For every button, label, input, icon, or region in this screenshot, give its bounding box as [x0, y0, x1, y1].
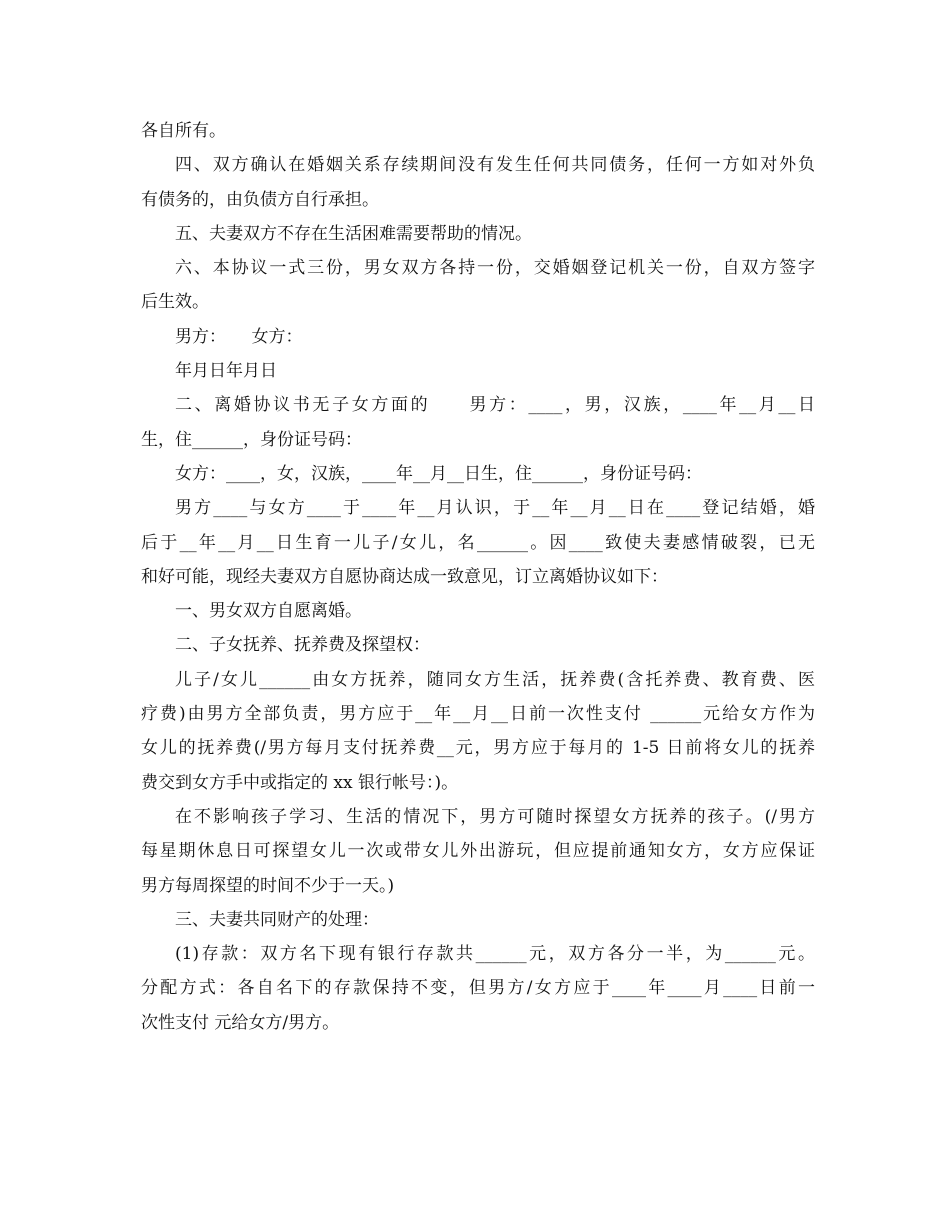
text-line: 有债务的，由负债方自行承担。	[141, 189, 379, 210]
text-line: 三、夫妻共同财产的处理：	[175, 909, 379, 930]
text-line: 五、夫妻双方不存在生活困难需要帮助的情况。	[175, 223, 532, 244]
text-line: 男方每周探望的时间不少于一天。)	[141, 875, 395, 896]
text-line: 疗费)由男方全部负责，男方应于__年__月__日前一次性支付 ______元给女方作为	[141, 704, 815, 725]
text-line: 年月日年月日	[175, 361, 277, 382]
text-line: 和好可能，现经夫妻双方自愿协商达成一致意见，订立离婚协议如下：	[141, 566, 668, 587]
text-line: 四、双方确认在婚姻关系存续期间没有发生任何共同债务，任何一方如对外负	[175, 155, 815, 176]
text-line: 每星期休息日可探望女儿一次或带女儿外出游玩，但应提前通知女方，女方应保证	[141, 841, 815, 862]
text-line: 女儿的抚养费(/男方每月支付抚养费__元，男方应于每月的 1-5 日前将女儿的抚养	[141, 738, 815, 759]
text-line: 女方：____，女，汉族，____年__月__日生，住______，身份证号码：	[175, 463, 702, 484]
text-line: 后于__年__月__日生育一儿子/女儿，名______。因____致使夫妻感情破裂，已无	[141, 532, 815, 553]
text-line: 在不影响孩子学习、生活的情况下，男方可随时探望女方抚养的孩子。(/男方	[175, 806, 815, 827]
text-line: 费交到女方手中或指定的 xx 银行帐号：)。	[141, 772, 459, 793]
text-line: (1)存款：双方名下现有银行存款共______元，双方各分一半，为______元。	[175, 944, 815, 965]
text-line: 男方____与女方____于____年__月认识，于__年__月__日在____登记结婚，婚	[175, 498, 815, 519]
text-line: 男方： 女方：	[175, 326, 303, 347]
document-body	[141, 116, 815, 1042]
text-line: 儿子/女儿______由女方抚养，随同女方生活，抚养费(含托养费、教育费、医	[175, 669, 815, 690]
text-line: 次性支付 元给女方/男方。	[141, 1012, 340, 1033]
text-line: 后生效。	[141, 292, 209, 313]
text-line: 二、离婚协议书无子女方面的 男方：____，男，汉族，____年__月__日	[175, 395, 815, 416]
text-line: 生，住______，身份证号码：	[141, 429, 362, 450]
text-line: 各自所有。	[141, 121, 226, 141]
text-line: 六、本协议一式三份，男女双方各持一份，交婚姻登记机关一份，自双方签字	[175, 258, 815, 279]
text-line: 分配方式：各自名下的存款保持不变，但男方/女方应于____年____月____日前一	[141, 978, 815, 999]
text-line: 二、子女抚养、抚养费及探望权：	[175, 635, 430, 656]
text-line: 一、男女双方自愿离婚。	[175, 601, 362, 622]
